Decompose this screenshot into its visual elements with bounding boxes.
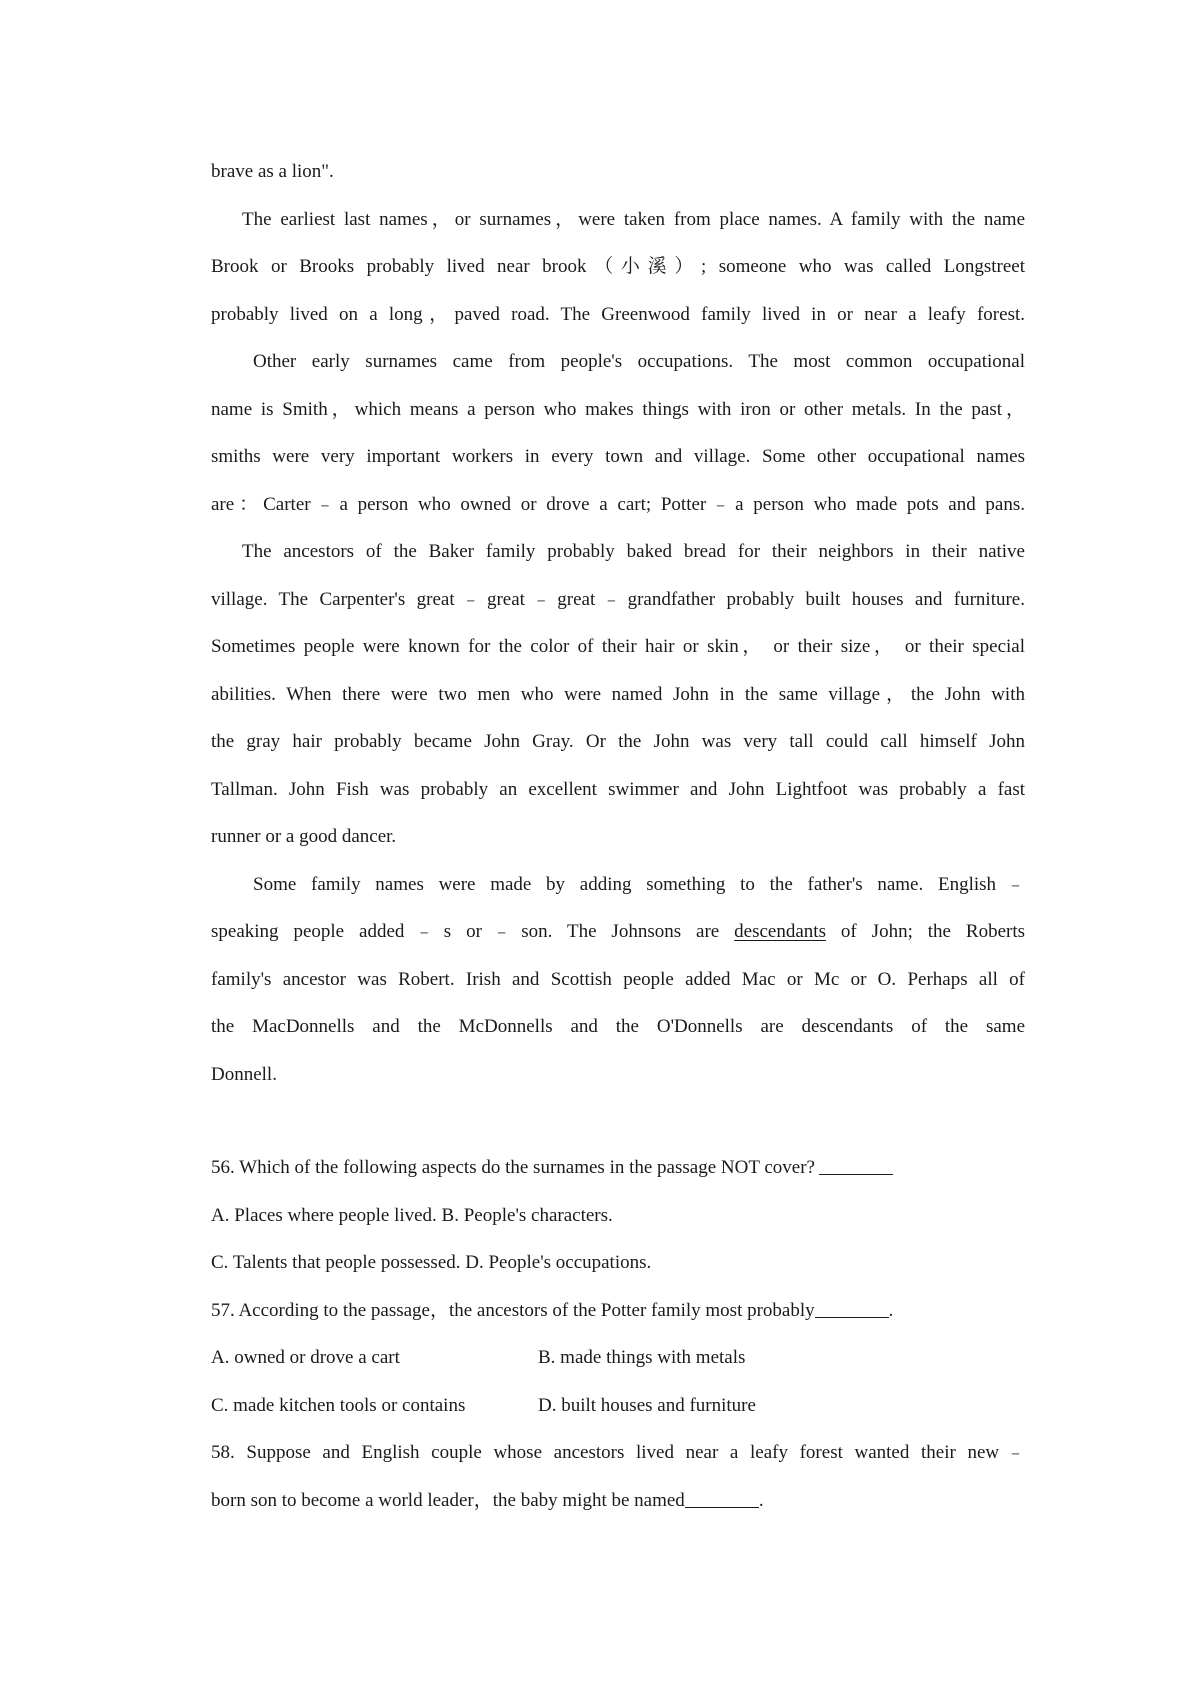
answer-blank (819, 1155, 893, 1175)
passage-line: family's ancestor was Robert. Irish and Scottish people added Mac or Mc or O. Perhaps all of (211, 968, 1025, 990)
passage-line: abilities. When there were two men who were named John in the same village，the John with (211, 683, 1025, 705)
option-b: B. made things with metals (538, 1347, 746, 1368)
question-stem (211, 1287, 1025, 1335)
passage-line: brave as a lion". (211, 161, 334, 182)
passage-line: smiths were very important workers in every town and village. Some other occupational names (211, 446, 1025, 467)
spacer (211, 1098, 1025, 1144)
passage-line: Some family names were made by adding something to the father's name. English﹣ (253, 873, 1025, 895)
option-row: A. Places where people lived. B. People's characters. (211, 1204, 613, 1226)
answer-blank (685, 1488, 759, 1508)
questions (211, 1144, 1025, 1524)
option-d: D. built houses and furniture (538, 1394, 756, 1416)
question-57 (211, 1287, 1025, 1430)
passage-line: The earliest last names，or surnames，were taken from place names. A family with the name (242, 208, 1025, 230)
passage-line: the gray hair probably became John Gray. Or the John was very tall could call himself John (211, 731, 1025, 752)
answer-blank (815, 1298, 889, 1318)
passage (211, 148, 1025, 1098)
question-stem (211, 1477, 1025, 1525)
option-row (211, 1382, 1025, 1430)
question-stem: 58. Suppose and English couple whose ancestors lived near a leafy forest wanted their new﹣ (211, 1442, 1025, 1463)
passage-line: Donnell. (211, 1063, 277, 1085)
question-stem (211, 1144, 1025, 1192)
passage-segment: of John; the Roberts (840, 921, 1026, 942)
question-56 (211, 1144, 1025, 1287)
passage-segment: speaking people added﹣s or﹣son. The Johnsons are (211, 921, 720, 942)
underlined-word: descendants (734, 921, 826, 942)
question-58 (211, 1429, 1025, 1524)
passage-line (211, 908, 1025, 956)
passage-line: village. The Carpenter's great﹣great﹣great﹣grandfather probably built houses and furniture. (211, 588, 1025, 610)
question-stem-end: . (758, 1489, 764, 1511)
question-stem-end: . (888, 1299, 894, 1321)
option-a: A. owned or drove a cart (211, 1347, 400, 1368)
passage-line: are：Carter﹣a person who owned or drove a cart; Potter﹣a person who made pots and pans. (211, 493, 1025, 515)
question-stem-text: 56. Which of the following aspects do the surnames in the passage NOT cover? (211, 1157, 815, 1178)
passage-line: The ancestors of the Baker family probably baked bread for their neighbors in their native (242, 541, 1025, 562)
option-c: C. made kitchen tools or contains (211, 1394, 466, 1416)
option-row (211, 1334, 1025, 1382)
option-row: C. Talents that people possessed. D. People's occupations. (211, 1252, 652, 1273)
question-stem-text: born son to become a world leader，the baby might be named (211, 1489, 685, 1511)
passage-line: the MacDonnells and the McDonnells and the O'Donnells are descendants of the same (211, 1016, 1025, 1037)
question-stem-text: 57. According to the passage，the ancestors of the Potter family most probably (211, 1299, 815, 1321)
passage-line: Other early surnames came from people's occupations. The most common occupational (253, 351, 1025, 372)
passage-line: Sometimes people were known for the color of their hair or skin， or their size， or their special (211, 636, 1025, 657)
passage-line: Brook or Brooks probably lived near brook（小溪）; someone who was called Longstreet (211, 256, 1025, 277)
passage-line: probably lived on a long，paved road. The Greenwood family lived in or near a leafy forest. (211, 303, 1025, 325)
passage-line: runner or a good dancer. (211, 826, 397, 847)
document-page (211, 148, 1025, 1524)
passage-line: Tallman. John Fish was probably an excellent swimmer and John Lightfoot was probably a fast (211, 778, 1025, 800)
passage-line: name is Smith，which means a person who makes things with iron or other metals. In the past， (211, 398, 1025, 420)
